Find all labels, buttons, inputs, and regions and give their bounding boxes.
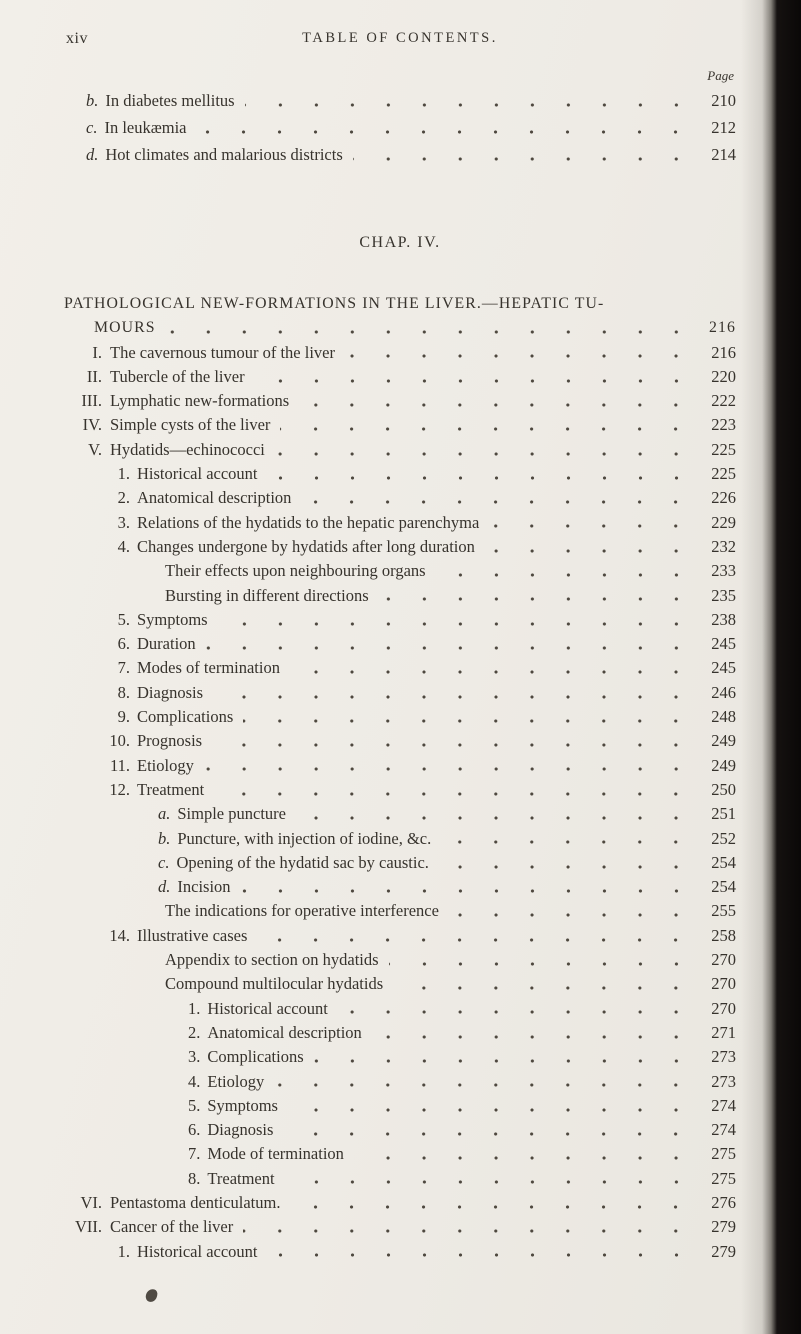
toc-entry-page: 223 — [711, 415, 736, 435]
toc-entry-number: 14. — [109, 925, 130, 945]
dot-leader — [485, 535, 694, 559]
dot-leader — [213, 681, 694, 705]
toc-entry-page: 226 — [711, 488, 736, 508]
toc-entry-label: Simple puncture — [177, 804, 286, 824]
toc-entry-label: MOURS — [94, 319, 156, 337]
toc-entry-page: 275 — [711, 1144, 736, 1164]
toc-entry-page: 273 — [711, 1071, 736, 1091]
toc-entry — [64, 608, 736, 632]
toc-entry-label: Hot climates and malarious districts — [105, 145, 343, 164]
toc-entry-number: 9. — [117, 707, 130, 727]
toc-entry-number: IV. — [82, 415, 102, 435]
toc-entry — [64, 584, 736, 608]
toc-entry-number: 1. — [117, 1241, 130, 1261]
toc-entry — [64, 656, 736, 680]
toc-entry-page: 270 — [711, 998, 736, 1018]
toc-entry-label: Mode of termination — [207, 1144, 344, 1164]
toc-entry-label: Historical account — [207, 998, 328, 1018]
toc-entry-page: 238 — [711, 609, 736, 629]
toc-entry-page: 214 — [711, 145, 736, 164]
running-title: TABLE OF CONTENTS. — [302, 30, 498, 46]
toc-entry-label: Diagnosis — [137, 682, 203, 702]
toc-entry-page: 220 — [711, 366, 736, 386]
toc-entry — [64, 1045, 736, 1069]
toc-entry — [64, 899, 736, 923]
chapter-heading: CHAP. IV. — [359, 234, 441, 251]
dot-leader — [290, 1191, 694, 1215]
toc-entry — [64, 802, 736, 826]
dot-leader — [393, 972, 694, 996]
dot-leader — [275, 438, 694, 462]
toc-entry-label: The cavernous tumour of the liver — [110, 342, 335, 362]
dot-leader — [389, 948, 694, 972]
toc-entry-label: The indications for operative interference — [165, 901, 439, 921]
toc-entry-number: 8. — [117, 682, 130, 702]
toc-entry-label: Etiology — [137, 755, 194, 775]
toc-entry — [64, 997, 736, 1021]
dot-leader — [353, 141, 694, 168]
toc-entry-page: 270 — [711, 950, 736, 970]
toc-entry-number: 8. — [188, 1168, 201, 1188]
toc-entry-number: 12. — [109, 779, 130, 799]
toc-entry-number: 2. — [117, 488, 130, 508]
toc-entry — [64, 681, 736, 705]
dot-leader — [257, 924, 694, 948]
toc-entry-label: Symptoms — [207, 1095, 278, 1115]
toc-entry-page: 216 — [711, 342, 736, 362]
toc-entry-label: In leukæmia — [104, 118, 187, 137]
toc-entry-page: 229 — [711, 512, 736, 532]
toc-entry — [64, 705, 736, 729]
toc-entry-page: 273 — [711, 1047, 736, 1067]
dot-leader — [214, 778, 694, 802]
toc-entry-page: 245 — [711, 634, 736, 654]
toc-entry-label: Anatomical description — [137, 488, 292, 508]
toc-entry-page: 271 — [711, 1022, 736, 1042]
toc-entry — [64, 341, 736, 365]
dot-leader — [338, 997, 694, 1021]
toc-entry — [64, 1215, 736, 1239]
toc-entry-label: Puncture, with injection of iodine, &c. — [177, 828, 432, 848]
toc-entry — [64, 1021, 736, 1045]
toc-entry — [64, 292, 736, 316]
toc-entry-number: 11. — [109, 755, 130, 775]
toc-entry-number: 4. — [117, 536, 130, 556]
toc-entry-label: Compound multilocular hydatids — [165, 974, 384, 994]
toc-entry-label: Historical account — [137, 1241, 258, 1261]
dot-leader — [441, 827, 694, 851]
dot-leader — [243, 1215, 694, 1239]
toc-entry-page: 249 — [711, 755, 736, 775]
toc-entry-label: Relations of the hydatids to the hepatic parenchyma — [137, 512, 480, 532]
toc-entry-label: Changes undergone by hydatids after long duration — [137, 536, 475, 556]
toc-entry — [64, 1094, 736, 1118]
toc-entry-label: Treatment — [207, 1168, 275, 1188]
toc-entry — [64, 827, 736, 851]
toc-entry-number: VII. — [74, 1217, 102, 1237]
dot-leader — [345, 341, 694, 365]
page-content — [64, 0, 736, 1264]
toc-entry-label: Bursting in different directions — [165, 585, 369, 605]
dot-leader — [296, 802, 694, 826]
dot-leader — [268, 1240, 695, 1264]
toc-entry-number: III. — [81, 391, 102, 411]
toc-entry-page: 245 — [711, 658, 736, 678]
dot-leader — [243, 705, 694, 729]
toc-entry-number: c. — [86, 118, 98, 137]
toc-entry-number: II. — [86, 366, 102, 386]
toc-entry-page: 274 — [711, 1120, 736, 1140]
toc-entry-label: Pentastoma denticulatum. — [110, 1192, 281, 1212]
dot-leader — [379, 584, 694, 608]
toc-entry-number: 6. — [117, 634, 130, 654]
toc-entry — [64, 559, 736, 583]
toc-entry-page: 251 — [711, 804, 736, 824]
toc-entry-label: Anatomical description — [207, 1022, 362, 1042]
dot-leader — [288, 1094, 694, 1118]
dot-leader — [268, 462, 695, 486]
toc-entry-number: d. — [86, 145, 99, 164]
toc-entry-number: I. — [92, 342, 102, 362]
toc-entry-page: 235 — [711, 585, 736, 605]
dot-leader — [299, 389, 694, 413]
toc-entry — [64, 413, 736, 437]
toc-entry — [64, 754, 736, 778]
toc-top-section — [64, 87, 736, 168]
toc-entry-page: 216 — [709, 319, 736, 337]
toc-entry-page: 252 — [711, 828, 736, 848]
dot-leader — [301, 486, 694, 510]
toc-entry-page: 233 — [711, 561, 736, 581]
toc-entry-page: 275 — [711, 1168, 736, 1188]
dot-leader — [489, 511, 694, 535]
folio-number: xiv — [66, 30, 88, 47]
page-column-label: Page — [707, 68, 734, 83]
toc-entry-page: 210 — [711, 91, 736, 110]
toc-entry-page: 276 — [711, 1192, 736, 1212]
dot-leader — [255, 365, 694, 389]
toc-entry-label: Illustrative cases — [137, 925, 248, 945]
toc-entry-label: Hydatids—echinococci — [110, 439, 265, 459]
toc-entry — [64, 316, 736, 340]
toc-entry — [64, 462, 736, 486]
toc-entry-label: Historical account — [137, 464, 258, 484]
toc-entry — [64, 1118, 736, 1142]
page-header — [64, 30, 736, 52]
dot-leader — [314, 1045, 694, 1069]
toc-entry — [64, 924, 736, 948]
toc-entry-label: Simple cysts of the liver — [110, 415, 271, 435]
toc-entry — [64, 486, 736, 510]
toc-entry-number: 3. — [188, 1047, 201, 1067]
toc-entry-page: 279 — [711, 1241, 736, 1261]
toc-entry-number: 6. — [188, 1120, 201, 1140]
toc-entry-label: Opening of the hydatid sac by caustic. — [176, 852, 429, 872]
toc-entry-page: 254 — [711, 852, 736, 872]
toc-entry — [64, 141, 736, 168]
toc-entry — [64, 1142, 736, 1166]
toc-entry-label: Modes of termination — [137, 658, 280, 678]
dot-leader — [290, 656, 694, 680]
toc-entry-label: Symptoms — [137, 609, 208, 629]
toc-entry-number: b. — [158, 828, 171, 848]
toc-entry-page: 270 — [711, 974, 736, 994]
ink-mark — [145, 1288, 159, 1303]
toc-entry — [64, 511, 736, 535]
dot-leader — [354, 1142, 694, 1166]
toc-entry-label: Complications — [137, 707, 234, 727]
toc-entry-label: Complications — [207, 1047, 304, 1067]
dot-leader — [283, 1118, 694, 1142]
toc-entry-page: 246 — [711, 682, 736, 702]
toc-entry-number: 7. — [188, 1144, 201, 1164]
dot-leader — [166, 316, 694, 340]
dot-leader — [245, 87, 694, 114]
dot-leader — [274, 1070, 694, 1094]
dot-leader — [204, 754, 694, 778]
toc-entry-page: 254 — [711, 877, 736, 897]
toc-entry-page: 279 — [711, 1217, 736, 1237]
toc-entry — [64, 535, 736, 559]
toc-entry — [64, 1070, 736, 1094]
toc-entry-page: 248 — [711, 707, 736, 727]
dot-leader — [449, 899, 694, 923]
toc-entry-label: Appendix to section on hydatids — [165, 950, 379, 970]
toc-entry-number: 7. — [117, 658, 130, 678]
dot-leader — [372, 1021, 694, 1045]
toc-entry-number: 2. — [188, 1022, 201, 1042]
toc-entry — [64, 365, 736, 389]
toc-entry — [64, 875, 736, 899]
toc-entry-page: 249 — [711, 731, 736, 751]
toc-entry-number: 1. — [117, 464, 130, 484]
toc-entry-label: PATHOLOGICAL NEW-FORMATIONS IN THE LIVER.—HEPATIC TU- — [64, 295, 605, 312]
toc-entry-number: c. — [158, 852, 170, 872]
toc-entry — [64, 87, 736, 114]
toc-entry-page: 274 — [711, 1095, 736, 1115]
toc-entry — [64, 778, 736, 802]
toc-entry-page: 225 — [711, 439, 736, 459]
toc-entry — [64, 114, 736, 141]
toc-entry-page: 258 — [711, 925, 736, 945]
dot-leader — [241, 875, 694, 899]
toc-entry-label: Lymphatic new-formations — [110, 391, 290, 411]
toc-entry-number: 1. — [188, 998, 201, 1018]
toc-entry — [64, 389, 736, 413]
toc-entry-label: Cancer of the liver — [110, 1217, 234, 1237]
toc-entry — [64, 729, 736, 753]
toc-entry-label: Duration — [137, 634, 196, 654]
toc-entry-number: b. — [86, 91, 99, 110]
toc-entry-number: 3. — [117, 512, 130, 532]
toc-entry — [64, 1240, 736, 1264]
toc-entry-page: 212 — [711, 118, 736, 137]
toc-entry-label: Etiology — [207, 1071, 265, 1091]
toc-entry-label: Tubercle of the liver — [110, 366, 245, 386]
toc-entry-page: 222 — [711, 391, 736, 411]
toc-entry-label: Prognosis — [137, 731, 203, 751]
dot-leader — [285, 1167, 694, 1191]
toc-entry-page: 225 — [711, 464, 736, 484]
toc-entry — [64, 438, 736, 462]
toc-entry-number: 5. — [188, 1095, 201, 1115]
toc-entry-label: Diagnosis — [207, 1120, 274, 1140]
toc-entry — [64, 1191, 736, 1215]
toc-entry — [64, 948, 736, 972]
dot-leader — [218, 608, 694, 632]
toc-entry-label: In diabetes mellitus — [105, 91, 235, 110]
dot-leader — [436, 559, 694, 583]
toc-entry-label: Treatment — [137, 779, 205, 799]
toc-entry-page: 250 — [711, 779, 736, 799]
toc-entry — [64, 851, 736, 875]
toc-entry-number: 5. — [117, 609, 130, 629]
dot-leader — [280, 413, 694, 437]
toc-entry-number: 10. — [109, 731, 130, 751]
toc-entry-number: VI. — [80, 1192, 102, 1212]
toc-entry-page: 232 — [711, 536, 736, 556]
toc-entry-number: V. — [88, 439, 102, 459]
toc-entry-label: Incision — [177, 877, 231, 897]
dot-leader — [439, 851, 694, 875]
dot-leader — [196, 114, 694, 141]
toc-entry-number: d. — [158, 877, 171, 897]
toc-entry-page: 255 — [711, 901, 736, 921]
toc-entry — [64, 632, 736, 656]
dot-leader — [212, 729, 694, 753]
toc-entry-number: a. — [158, 804, 171, 824]
toc-entry — [64, 1167, 736, 1191]
toc-entry — [64, 972, 736, 996]
scan-edge-shadow — [741, 0, 801, 1334]
toc-entry-number: 4. — [188, 1071, 201, 1091]
toc-main-section — [64, 292, 736, 1264]
dot-leader — [206, 632, 694, 656]
toc-entry-label: Their effects upon neighbouring organs — [165, 561, 426, 581]
